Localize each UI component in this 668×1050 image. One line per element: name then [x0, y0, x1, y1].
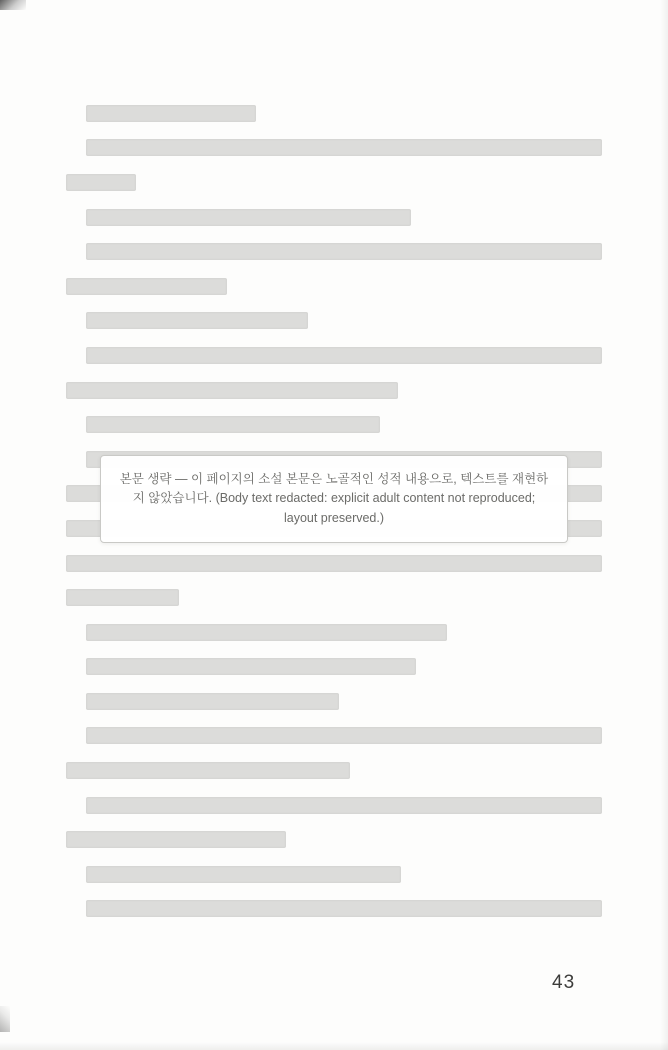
- text-line-redacted: [66, 131, 602, 166]
- redacted-text-bar: [66, 589, 179, 606]
- text-line-redacted: [66, 788, 602, 823]
- text-line-redacted: [66, 822, 602, 857]
- text-line-redacted: [66, 338, 602, 373]
- redacted-text-bar: [66, 382, 398, 399]
- redacted-text-bar: [66, 174, 136, 191]
- redacted-text-bar: [86, 139, 602, 156]
- text-line-redacted: [66, 650, 602, 685]
- redacted-text-bar: [66, 555, 602, 572]
- redacted-text-bar: [86, 209, 411, 226]
- text-line-redacted: [66, 407, 602, 442]
- redacted-text-bar: [86, 693, 339, 710]
- text-line-redacted: [66, 684, 602, 719]
- text-line-redacted: [66, 200, 602, 235]
- text-line-redacted: [66, 96, 602, 131]
- redaction-notice: 본문 생략 — 이 페이지의 소설 본문은 노골적인 성적 내용으로, 텍스트를 재현하지 않았습니다. (Body text redacted: explicit adult content not reproduced; layout preserved.): [100, 455, 568, 543]
- redacted-text-bar: [86, 866, 401, 883]
- redacted-text-bar: [66, 278, 227, 295]
- scan-shade-bottom: [0, 1042, 668, 1050]
- text-line-redacted: [66, 304, 602, 339]
- text-line-redacted: [66, 753, 602, 788]
- redacted-text-bar: [66, 762, 350, 779]
- text-line-redacted: [66, 857, 602, 892]
- text-line-redacted: [66, 269, 602, 304]
- text-line-redacted: [66, 373, 602, 408]
- redacted-text-bar: [86, 105, 256, 122]
- text-line-redacted: [66, 615, 602, 650]
- redacted-text-bar: [86, 312, 308, 329]
- text-line-redacted: [66, 165, 602, 200]
- text-line-redacted: [66, 719, 602, 754]
- scan-shade-right: [660, 0, 668, 1050]
- text-line-redacted: [66, 234, 602, 269]
- scan-artifact-top-left: [0, 0, 26, 10]
- redacted-text-bar: [66, 831, 286, 848]
- text-line-redacted: [66, 892, 602, 927]
- redacted-text-bar: [86, 727, 602, 744]
- page-number: 43: [552, 972, 576, 993]
- scan-artifact-bottom-left: [0, 1006, 10, 1032]
- redacted-text-bar: [86, 624, 447, 641]
- text-line-redacted: [66, 546, 602, 581]
- redacted-text-bar: [86, 658, 416, 675]
- redacted-text-bar: [86, 416, 380, 433]
- redacted-text-bar: [86, 347, 602, 364]
- redacted-text-bar: [86, 243, 602, 260]
- text-line-redacted: [66, 580, 602, 615]
- redacted-text-bar: [86, 900, 602, 917]
- redacted-text-bar: [86, 797, 602, 814]
